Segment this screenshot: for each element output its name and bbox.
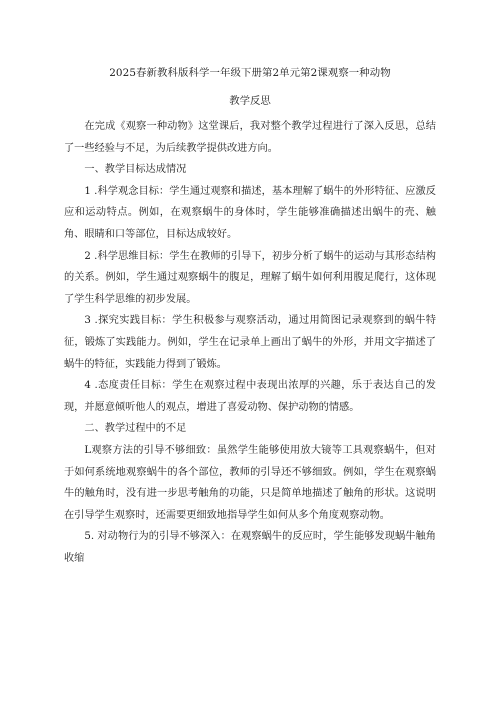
goal-paragraph-2: 2 .科学思维目标：学生在教师的引导下，初步分析了蜗牛的运动与其形态结构的关系。例如，学生通过观察蜗牛的腹足，理解了蜗牛如何利用腹足爬行，这体现了学生科学思维的初步发展。	[64, 250, 436, 305]
goal-paragraph-3: 3 .探究实践目标：学生积极参与观察活动，通过用简图记录观察到的蜗牛特征，锻炼了实践能力。例如，学生在记录单上画出了蜗牛的外形，并用文字描述了蜗牛的特征，实践能力得到了锻炼。	[64, 315, 436, 370]
document-title: 2025春新教科版科学一年级下册第2单元第2课观察一种动物	[109, 67, 391, 79]
intro-paragraph: 在完成《观察一种动物》这堂课后，我对整个教学过程进行了深入反思，总结了一些经验与不足，为后续教学提供改进方向。	[64, 121, 436, 154]
shortcoming-paragraph-1: L观察方法的引导不够细致：虽然学生能够使用放大镜等工具观察蜗牛，但对于如何系统地观察蜗牛的各个部位，教师的引导还不够细致。例如，学生在观察蜗牛的触角时，没有进一步思考触角的功能，只是简单地描述了触角的形状。这说明在引导学生观察时，还需要更细致地指导学生如何从多个角度观察动物。	[64, 444, 436, 521]
section-heading-goals: 一、教学目标达成情况	[84, 164, 187, 176]
document-subtitle: 教学反思	[229, 95, 271, 107]
goal-paragraph-1: 1 .科学观念目标：学生通过观察和描述，基本理解了蜗牛的外形特征、应激反应和运动特点。例如，在观察蜗牛的身体时，学生能够准确描述出蜗牛的壳、触角、眼睛和口等部位，目标达成较好。	[64, 185, 436, 240]
section-heading-shortcomings: 二、教学过程中的不足	[84, 423, 187, 435]
goal-paragraph-4: 4 .态度责任目标：学生在观察过程中表现出浓厚的兴趣，乐于表达自己的发现，并愿意倾听他人的观点，增进了喜爱动物、保护动物的情感。	[64, 380, 436, 413]
shortcoming-paragraph-2: 5. 对动物行为的引导不够深入：在观察蜗牛的反应时，学生能够发现蜗牛触角收缩	[64, 531, 436, 564]
document-body	[64, 116, 436, 569]
